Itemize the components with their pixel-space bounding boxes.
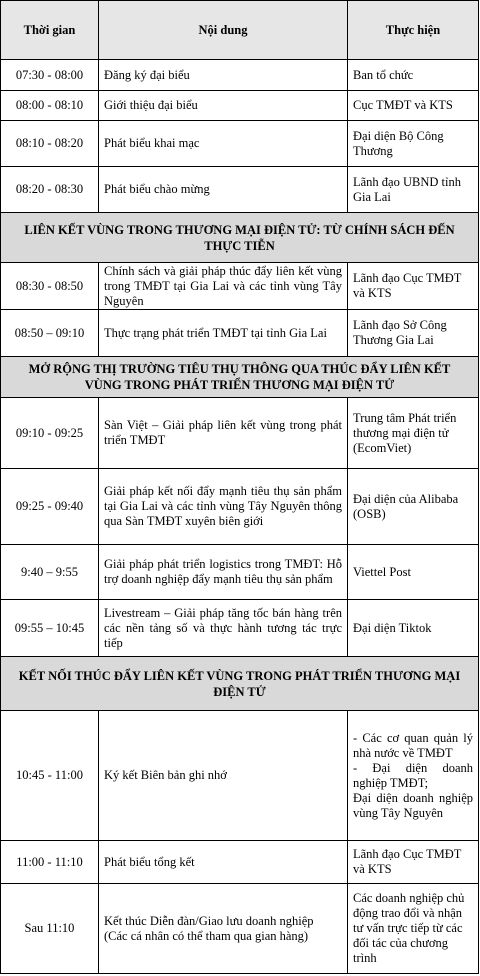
table-row — [0, 121, 480, 167]
row-content: Phát biểu khai mạc — [99, 121, 348, 167]
section-heading — [0, 357, 480, 398]
table-row — [0, 60, 480, 91]
table-row — [0, 841, 480, 884]
section-heading — [0, 657, 480, 711]
row-performer: Đại diện Bộ Công Thương — [348, 121, 479, 167]
performer-line: - Đại diện doanh nghiệp TMĐT; — [353, 760, 473, 790]
row-time: 08:20 - 08:30 — [0, 167, 99, 213]
row-time: 11:00 - 11:10 — [0, 841, 99, 884]
section-title: KẾT NỐI THÚC ĐẨY LIÊN KẾT VÙNG TRONG PHÁT TRIỂN THƯƠNG MẠI ĐIỆN TỬ — [0, 657, 479, 711]
row-performer: Lãnh đạo UBND tỉnh Gia Lai — [348, 167, 479, 213]
row-time: 08:10 - 08:20 — [0, 121, 99, 167]
row-time: 08:30 - 08:50 — [0, 263, 99, 310]
performer-line: - Các cơ quan quản lý nhà nước về TMĐT — [353, 730, 473, 760]
row-time: 09:25 - 09:40 — [0, 469, 99, 545]
row-time: 9:40 – 9:55 — [0, 545, 99, 600]
row-content: Phát biểu tổng kết — [99, 841, 348, 884]
row-time: 08:50 – 09:10 — [0, 310, 99, 357]
row-time: 09:55 – 10:45 — [0, 600, 99, 657]
row-content: Chính sách và giải pháp thúc đẩy liên kết vùng trong TMĐT tại Gia Lai và các tỉnh vùng Tây Nguyên — [99, 263, 348, 310]
row-performer: Lãnh đạo Cục TMĐT và KTS — [348, 263, 479, 310]
row-performer: Ban tổ chức — [348, 60, 479, 91]
row-time: 09:10 - 09:25 — [0, 398, 99, 469]
row-content: Sàn Việt – Giải pháp liên kết vùng trong phát triển TMĐT — [99, 398, 348, 469]
table-row — [0, 263, 480, 310]
row-content: Đăng ký đại biểu — [99, 60, 348, 91]
header-content: Nội dung — [99, 0, 348, 60]
row-time: 10:45 - 11:00 — [0, 711, 99, 841]
section-heading — [0, 213, 480, 263]
row-performer — [348, 711, 479, 841]
row-time: Sau 11:10 — [0, 884, 99, 974]
row-performer: Lãnh đạo Sở Công Thương Gia Lai — [348, 310, 479, 357]
performer-list — [353, 731, 473, 821]
section-title: LIÊN KẾT VÙNG TRONG THƯƠNG MẠI ĐIỆN TỬ: TỪ CHÍNH SÁCH ĐẾN THỰC TIỄN — [0, 213, 479, 263]
row-content: Livestream – Giải pháp tăng tốc bán hàng trên các nền tảng số và thực hành tương tác trực tiếp — [99, 600, 348, 657]
row-content — [99, 884, 348, 974]
row-content: Phát biểu chào mừng — [99, 167, 348, 213]
table-row — [0, 91, 480, 121]
row-content: Giải pháp kết nối đẩy mạnh tiêu thụ sản phẩm tại Gia Lai và các tỉnh vùng Tây Nguyên thông qua Sàn TMĐT xuyên biên giới — [99, 469, 348, 545]
header-performer: Thực hiện — [348, 0, 479, 60]
closing-note: (Các cá nhân có thể tham qua gian hàng) — [104, 928, 309, 943]
table-header — [0, 0, 480, 60]
row-performer: Trung tâm Phát triển thương mại điện tử (EcomViet) — [348, 398, 479, 469]
row-content: Giải pháp phát triển logistics trong TMĐT: Hỗ trợ doanh nghiệp đẩy mạnh tiêu thụ sản phẩm — [99, 545, 348, 600]
row-performer: Viettel Post — [348, 545, 479, 600]
table-row — [0, 167, 480, 213]
performer-line: Đại diện doanh nghiệp vùng Tây Nguyên — [353, 790, 473, 820]
section-title: MỞ RỘNG THỊ TRƯỜNG TIÊU THỤ THÔNG QUA THÚC ĐẨY LIÊN KẾT VÙNG TRONG PHÁT TRIỂN THƯƠNG MẠI ĐIỆN TỬ — [0, 357, 479, 398]
table-row — [0, 711, 480, 841]
table-row — [0, 600, 480, 657]
row-content: Ký kết Biên bản ghi nhớ — [99, 711, 348, 841]
row-content: Giới thiệu đại biểu — [99, 91, 348, 121]
row-time: 07:30 - 08:00 — [0, 60, 99, 91]
table-row — [0, 884, 480, 974]
row-performer: Đại diện Tiktok — [348, 600, 479, 657]
table-row — [0, 398, 480, 469]
row-performer: Các doanh nghiệp chủ động trao đổi và nhận tư vấn trực tiếp từ các đối tác của chương trình — [348, 884, 479, 974]
table-row — [0, 310, 480, 357]
row-time: 08:00 - 08:10 — [0, 91, 99, 121]
header-time: Thời gian — [0, 0, 99, 60]
table-row — [0, 469, 480, 545]
closing-content — [104, 914, 314, 944]
row-content: Thực trạng phát triển TMĐT tại tỉnh Gia Lai — [99, 310, 348, 357]
row-performer: Đại diện của Alibaba (OSB) — [348, 469, 479, 545]
row-performer: Cục TMĐT và KTS — [348, 91, 479, 121]
row-performer: Lãnh đạo Cục TMĐT và KTS — [348, 841, 479, 884]
table-row — [0, 545, 480, 600]
closing-title: Kết thúc Diễn đàn/Giao lưu doanh nghiệp — [104, 913, 314, 928]
